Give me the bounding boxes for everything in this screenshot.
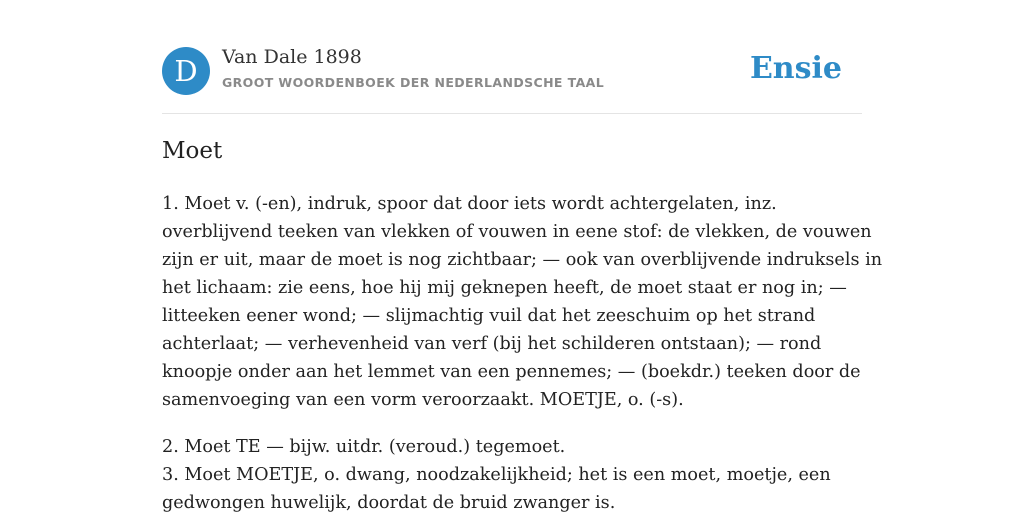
entry-definition	[162, 190, 883, 512]
ensie-logo-link[interactable]: Ensie	[749, 51, 842, 86]
definition-line: 3. Moet MOETJE, o. dwang, noodzakelijkheid; het is een moet, moetje, een	[162, 465, 831, 485]
definition-line: achterlaat; — verhevenheid van verf (bij het schilderen ontstaan); — rond	[162, 334, 822, 354]
definition-line: knoopje onder aan het lemmet van een pennemes; — (boekdr.) teeken door de	[162, 362, 861, 382]
definition-line: zijn er uit, maar de moet is nog zichtbaar; — ook van overblijvende indruksels in	[162, 250, 883, 270]
definition-line: samenvoeging van een vorm veroorzaakt. MOETJE, o. (-s).	[162, 390, 684, 410]
definition-line: het lichaam: zie eens, hoe hij mij geknepen heeft, de moet staat er nog in; —	[162, 278, 847, 298]
definition-line: 1. Moet v. (-en), indruk, spoor dat door iets wordt achtergelaten, inz.	[162, 194, 777, 214]
definition-paragraph	[162, 433, 862, 512]
page	[162, 0, 883, 512]
definition-line: gedwongen huwelijk, doordat de bruid zwanger is.	[162, 493, 616, 512]
definition-line: 2. Moet TE — bijw. uitdr. (veroud.) tegemoet.	[162, 437, 566, 457]
dictionary-title[interactable]: Van Dale 1898	[222, 46, 362, 68]
definition-line: litteeken eener wond; — slijmachtig vuil dat het zeeschuim op het strand	[162, 306, 816, 326]
dictionary-subtitle: GROOT WOORDENBOEK DER NEDERLANDSCHE TAAL	[222, 75, 605, 90]
entry-headword: Moet	[162, 138, 223, 164]
header	[162, 45, 862, 97]
definition-paragraph	[162, 190, 883, 414]
definition-line: overblijvend teeken van vlekken of vouwen in eene stof: de vlekken, de vouwen	[162, 222, 872, 242]
dictionary-logo[interactable]: D	[162, 47, 210, 95]
header-divider	[162, 113, 862, 114]
